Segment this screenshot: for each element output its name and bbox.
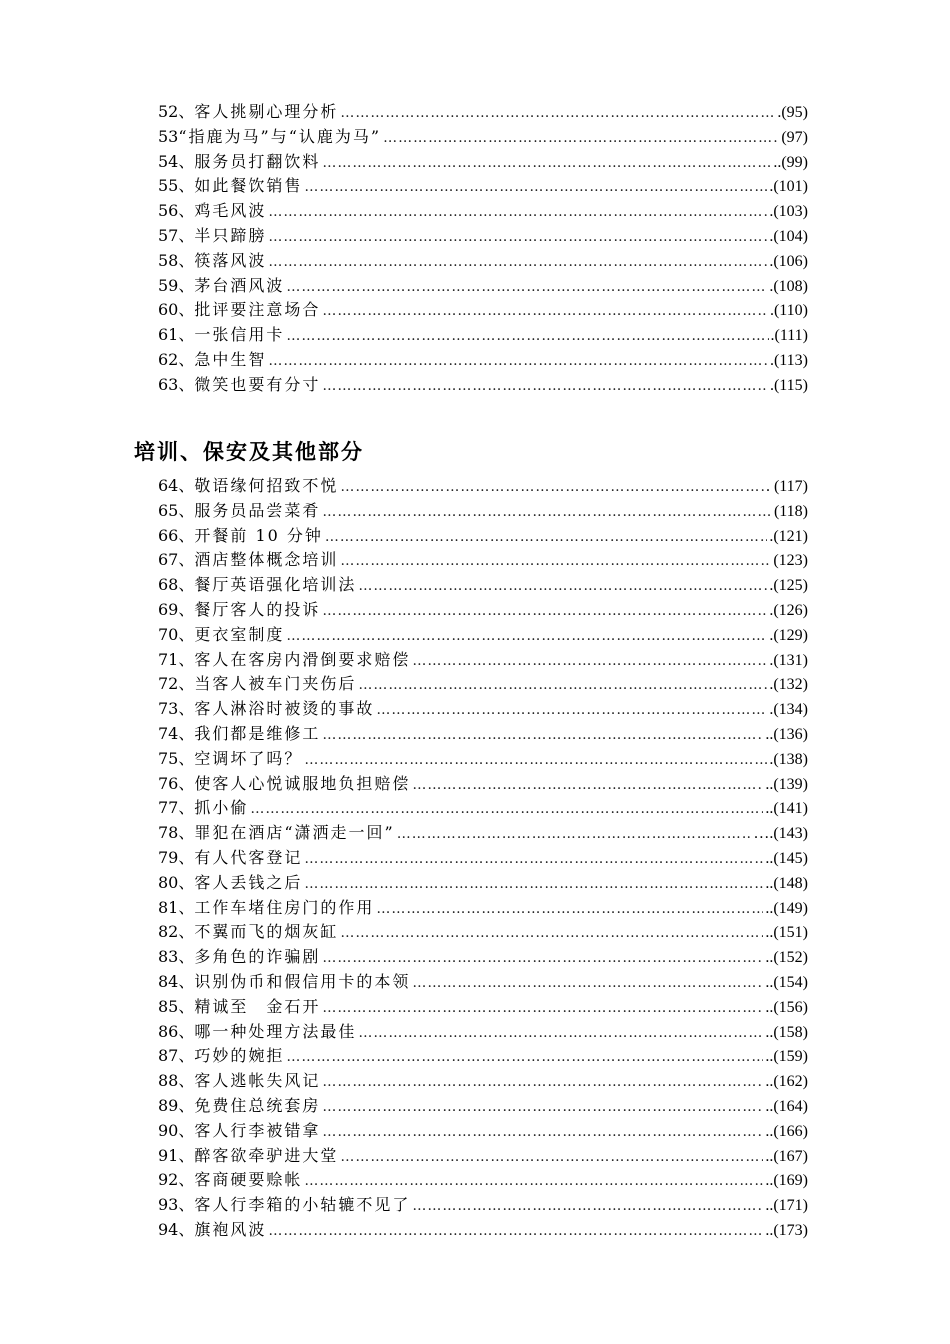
toc-entry	[158, 125, 808, 150]
toc-entry-number: 65、	[158, 500, 195, 520]
toc-entry	[158, 249, 808, 274]
toc-entry-title: 客人行李被错拿	[194, 1120, 321, 1140]
toc-entry	[158, 772, 808, 797]
toc-entry-number: 72、	[158, 674, 195, 694]
dot-leader	[340, 1145, 763, 1169]
toc-entry-number: 71、	[158, 649, 195, 669]
toc-entry-number: 82、	[158, 922, 195, 942]
dot-leader	[376, 897, 763, 921]
toc-entry-number: 93、	[158, 1195, 195, 1215]
dot-leader	[268, 200, 767, 224]
dot-leader	[322, 996, 763, 1020]
toc-entry-title: 客人挑剔心理分析	[194, 102, 339, 121]
toc-entry-page: ..(152)	[765, 949, 808, 967]
toc-entry-number: 89、	[158, 1095, 195, 1115]
toc-entry-title: “指鹿为马”与“认鹿为马”	[178, 126, 382, 146]
dot-leader	[304, 175, 767, 199]
toc-entry-number: 67、	[158, 550, 195, 570]
toc-entry	[158, 573, 808, 598]
toc-entry-number: 55、	[158, 176, 195, 196]
toc-entry	[158, 499, 808, 524]
toc-entry-page: ..(136)	[765, 725, 808, 743]
toc-entry-page: ..(141)	[765, 800, 808, 818]
toc-entry-title: 批评要注意场合	[194, 300, 321, 320]
toc-entry-page: ..(148)	[765, 874, 808, 892]
toc-entry-title: 筷落风波	[194, 250, 267, 270]
toc-entry-page: .(101)	[769, 178, 808, 196]
toc-entry-number: 53	[158, 126, 179, 146]
toc-entry-page: .(108)	[769, 277, 808, 295]
toc-entry	[158, 323, 808, 348]
toc-entry-page: .(115)	[769, 376, 808, 394]
toc-entry	[158, 1218, 808, 1243]
toc-entry-number: 62、	[158, 349, 195, 369]
toc-entry	[158, 100, 808, 125]
dot-leader	[322, 500, 772, 524]
dot-leader	[325, 525, 767, 549]
toc-entry-page: ..(156)	[765, 998, 808, 1016]
dot-leader	[340, 549, 771, 573]
toc-entry-title: 当客人被车门夹伤后	[194, 674, 357, 694]
toc-entry-page: ..(164)	[765, 1097, 808, 1115]
dot-leader	[358, 673, 767, 697]
dot-leader	[412, 971, 763, 995]
dot-leader	[304, 1169, 763, 1193]
toc-entry	[158, 524, 808, 549]
toc-entry-number: 91、	[158, 1145, 195, 1165]
toc-entry	[158, 796, 808, 821]
dot-leader	[322, 723, 763, 747]
toc-entry-page: ..(154)	[765, 973, 808, 991]
toc-entry	[158, 1094, 808, 1119]
dot-leader	[304, 748, 767, 772]
toc-entry	[158, 846, 808, 871]
toc-entry-number: 81、	[158, 897, 195, 917]
toc-entry-page: ….(143)	[753, 825, 808, 843]
toc-entry-number: 64、	[158, 476, 195, 495]
toc-entry-page: .(113)	[769, 351, 808, 369]
toc-entry-title: 鸡毛风波	[194, 201, 267, 221]
dot-leader	[322, 946, 763, 970]
toc-entry-title: 客人在客房内滑倒要求赔偿	[194, 649, 411, 669]
dot-leader	[286, 624, 767, 648]
toc-entry	[158, 672, 808, 697]
section-heading: 培训、保安及其他部分	[134, 440, 364, 464]
toc-entry-page: .(103)	[769, 203, 808, 221]
toc-entry	[158, 623, 808, 648]
toc-entry-page: .(111)	[770, 327, 808, 345]
toc-entry-title: 如此餐饮销售	[194, 176, 303, 196]
toc-entry-title: 餐厅英语强化培训法	[194, 575, 357, 595]
toc-entry-page: ..(173)	[765, 1221, 808, 1239]
toc-entry-number: 59、	[158, 275, 195, 295]
toc-entry-page: ..(151)	[765, 924, 808, 942]
toc-entry-page: ..(139)	[765, 775, 808, 793]
dot-leader	[383, 126, 779, 150]
dot-leader	[304, 847, 763, 871]
toc-entry-page: ..(99)	[773, 153, 808, 171]
toc-entry-title: 醉客欲牵驴进大堂	[194, 1145, 339, 1165]
toc-entry-title: 抓小偷	[194, 798, 249, 818]
dot-leader	[268, 1219, 763, 1243]
toc-entry-title: 工作车堵住房门的作用	[194, 897, 375, 917]
toc-entry-number: 57、	[158, 225, 195, 245]
toc-entry	[158, 722, 808, 747]
toc-entry-page: .(110)	[769, 302, 808, 320]
toc-entry	[158, 199, 808, 224]
toc-entry-number: 58、	[158, 250, 195, 270]
toc-entry-number: 78、	[158, 823, 195, 843]
toc-entry-title: 哪一种处理方法最佳	[194, 1021, 357, 1041]
toc-entry-title: 不翼而飞的烟灰缸	[194, 922, 339, 942]
toc-entry-title: 免费住总统套房	[194, 1095, 321, 1115]
toc-entry	[158, 648, 808, 673]
toc-entry-number: 54、	[158, 151, 195, 171]
toc-entry-number: 77、	[158, 798, 195, 818]
toc-entry-title: 客人淋浴时被烫的事故	[194, 699, 375, 719]
toc-entry-number: 69、	[158, 599, 195, 619]
dot-leader	[412, 1194, 763, 1218]
dot-leader	[412, 773, 763, 797]
toc-entry-number: 84、	[158, 971, 195, 991]
toc-entry	[158, 1069, 808, 1094]
toc-entry-number: 61、	[158, 325, 195, 345]
toc-entry-title: 我们都是维修工	[194, 723, 321, 743]
toc-entry	[158, 373, 808, 398]
dot-leader	[268, 225, 767, 249]
toc-entry-title: 微笑也要有分寸	[194, 374, 321, 394]
toc-entry-title: 半只蹄膀	[194, 225, 267, 245]
toc-entry	[158, 871, 808, 896]
toc-entry	[158, 945, 808, 970]
toc-entry-page: ..(162)	[765, 1073, 808, 1091]
dot-leader	[250, 797, 763, 821]
dot-leader	[358, 574, 767, 598]
toc-entry-number: 85、	[158, 996, 195, 1016]
dot-leader	[322, 374, 768, 398]
toc-entry	[158, 697, 808, 722]
toc-entry	[158, 1119, 808, 1144]
toc-entry-title: 使客人心悦诚服地负担赔偿	[194, 773, 411, 793]
toc-entry-page: ..(145)	[765, 849, 808, 867]
toc-entry-title: 多角色的诈骗剧	[194, 947, 321, 967]
toc-entry-title: 识别伪币和假信用卡的本领	[194, 971, 411, 991]
toc-entry	[158, 1144, 808, 1169]
toc-entry	[158, 821, 808, 846]
toc-entry-title: 服务员打翻饮料	[194, 151, 321, 171]
toc-entry	[158, 1193, 808, 1218]
dot-leader	[286, 1045, 763, 1069]
toc-entry	[158, 995, 808, 1020]
dot-leader	[322, 599, 767, 623]
toc-entry-title: 更衣室制度	[194, 624, 285, 644]
dot-leader	[286, 324, 768, 348]
toc-entry-title: 服务员品尝菜肴	[194, 500, 321, 520]
dot-leader	[268, 250, 767, 274]
toc-entry-title: 开餐前 10 分钟	[194, 525, 323, 545]
toc-entry-page: .(104)	[769, 227, 808, 245]
toc-entry-page: .(126)	[769, 601, 808, 619]
toc-entry-title: 餐厅客人的投诉	[194, 599, 321, 619]
dot-leader	[322, 151, 771, 175]
toc-entry-page: .(121)	[769, 527, 808, 545]
toc-entry-title: 酒店整体概念培训	[194, 550, 339, 570]
toc-entry	[158, 274, 808, 299]
toc-entry	[158, 1168, 808, 1193]
toc-entry-title: 精诚至 金石开	[194, 996, 321, 1016]
toc-entry-title: 客人逃帐失风记	[194, 1071, 321, 1091]
toc-entry-title: 敬语缘何招致不悦	[194, 476, 339, 495]
toc-entry-number: 83、	[158, 947, 195, 967]
dot-leader	[322, 1070, 763, 1094]
toc-entry	[158, 747, 808, 772]
toc-entry-number: 86、	[158, 1021, 195, 1041]
toc-entry-title: 客人行李箱的小轱辘不见了	[194, 1195, 411, 1215]
dot-leader	[322, 1120, 763, 1144]
toc-entry	[158, 896, 808, 921]
toc-entry-number: 80、	[158, 872, 195, 892]
dot-leader	[340, 921, 763, 945]
toc-entry	[158, 224, 808, 249]
toc-entry-number: 94、	[158, 1219, 195, 1239]
toc-entry-page: .(138)	[769, 750, 808, 768]
toc-entry-page: .(134)	[769, 701, 808, 719]
dot-leader	[304, 872, 763, 896]
toc-entry	[158, 174, 808, 199]
toc-entry-page: ..(169)	[765, 1172, 808, 1190]
toc-list-part-2	[158, 474, 808, 1243]
toc-entry-title: 空调坏了吗？	[194, 748, 303, 768]
toc-entry-page: .(132)	[769, 676, 808, 694]
toc-entry-page: .(106)	[769, 252, 808, 270]
dot-leader	[358, 1021, 763, 1045]
toc-entry	[158, 1020, 808, 1045]
toc-entry-page: . (117)	[765, 478, 808, 495]
toc-entry	[158, 548, 808, 573]
toc-entry-number: 74、	[158, 723, 195, 743]
toc-entry-page: (123)	[773, 552, 808, 570]
toc-entry-number: 92、	[158, 1170, 195, 1190]
dot-leader	[322, 299, 768, 323]
toc-entry-page: ..(171)	[765, 1197, 808, 1215]
toc-entry-page: (118)	[773, 502, 808, 520]
toc-entry-number: 66、	[158, 525, 195, 545]
toc-entry-number: 79、	[158, 847, 195, 867]
toc-entry-title: 一张信用卡	[194, 325, 285, 345]
toc-entry-title: 急中生智	[194, 349, 267, 369]
toc-entry-title: 客商硬要赊帐	[194, 1170, 303, 1190]
toc-entry-number: 88、	[158, 1071, 195, 1091]
toc-entry-page: .(125)	[769, 577, 808, 595]
toc-entry-number: 70、	[158, 624, 195, 644]
toc-entry-page: ..(167)	[765, 1147, 808, 1165]
toc-entry-number: 73、	[158, 699, 195, 719]
toc-entry-page: ..(158)	[765, 1023, 808, 1041]
toc-entry-page: ..(166)	[765, 1122, 808, 1140]
toc-entry	[158, 598, 808, 623]
toc-entry-page: ..(159)	[765, 1048, 808, 1066]
dot-leader	[268, 349, 768, 373]
dot-leader	[340, 475, 764, 499]
toc-entry-title: 罪犯在酒店“潇洒走一回”	[194, 823, 395, 843]
toc-entry-number: 75、	[158, 748, 195, 768]
toc-entry	[158, 970, 808, 995]
toc-entry-page: .(129)	[769, 626, 808, 644]
dot-leader	[340, 101, 775, 125]
toc-entry	[158, 474, 808, 499]
toc-entry	[158, 1044, 808, 1069]
toc-entry-page: .(131)	[769, 651, 808, 669]
dot-leader	[397, 822, 752, 846]
toc-entry	[158, 298, 808, 323]
dot-leader	[286, 275, 767, 299]
toc-entry-title: 旗袍风波	[194, 1219, 267, 1239]
toc-list-part-1	[158, 100, 808, 398]
toc-entry	[158, 348, 808, 373]
toc-entry-title: 客人丢钱之后	[194, 872, 303, 892]
toc-entry-number: 76、	[158, 773, 195, 793]
toc-entry-number: 52、	[158, 102, 195, 121]
toc-entry-number: 90、	[158, 1120, 195, 1140]
toc-entry-page: .(95)	[777, 104, 808, 121]
toc-entry-page: ..(149)	[765, 899, 808, 917]
toc-entry-title: 有人代客登记	[194, 847, 303, 867]
toc-entry-number: 68、	[158, 575, 195, 595]
toc-entry-number: 63、	[158, 374, 195, 394]
dot-leader	[412, 649, 767, 673]
dot-leader	[322, 1095, 763, 1119]
toc-entry-number: 87、	[158, 1046, 195, 1066]
toc-entry-number: 56、	[158, 201, 195, 221]
toc-entry-number: 60、	[158, 300, 195, 320]
toc-entry-title: 巧妙的婉拒	[194, 1046, 285, 1066]
toc-entry	[158, 920, 808, 945]
toc-entry	[158, 150, 808, 175]
toc-entry-title: 茅台酒风波	[194, 275, 285, 295]
dot-leader	[376, 698, 767, 722]
toc-entry-page: (97)	[781, 128, 808, 146]
